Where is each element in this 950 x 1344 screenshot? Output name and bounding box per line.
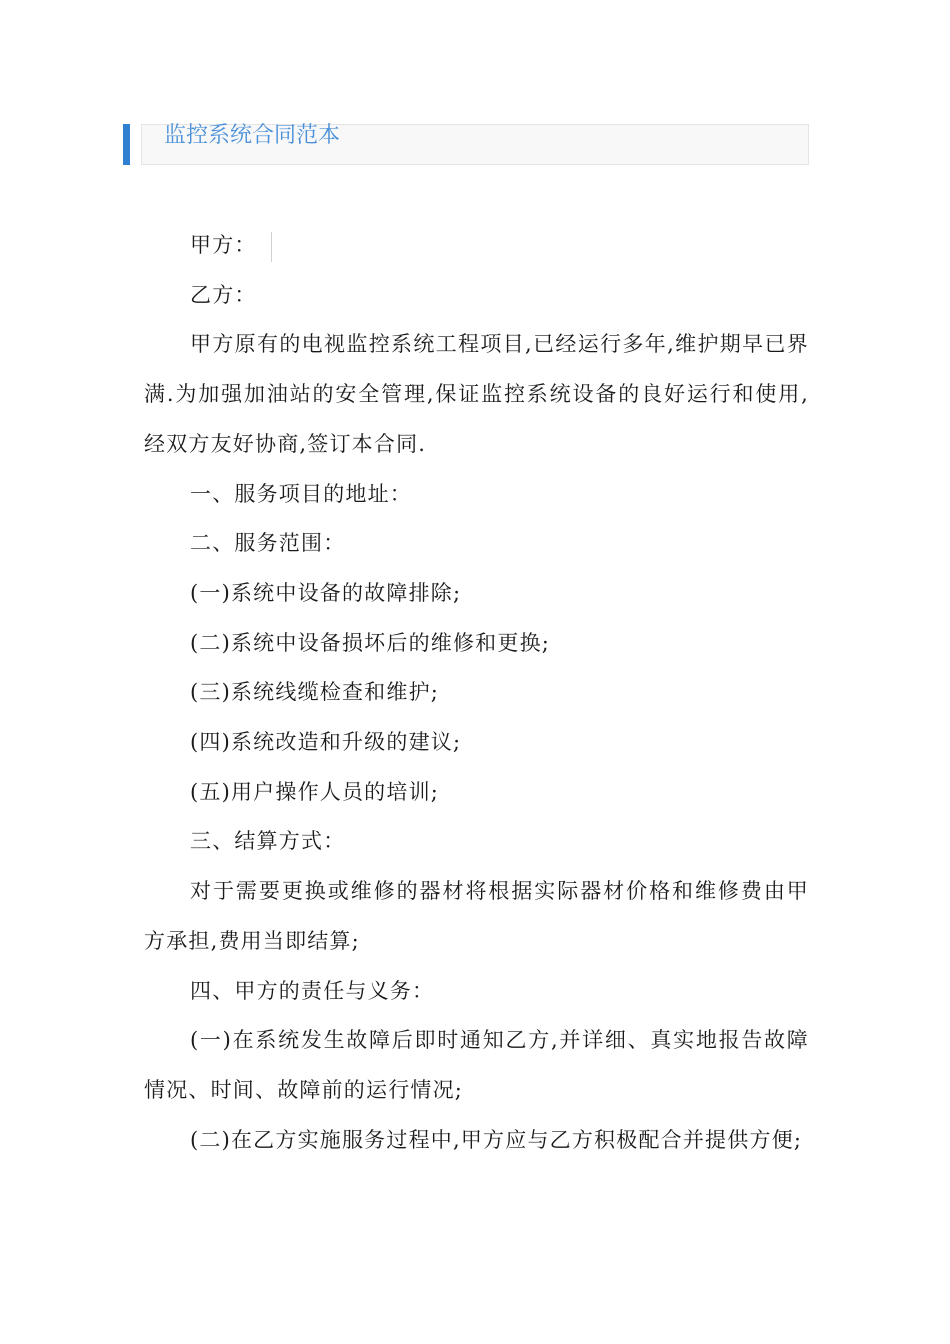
party-a-duty-1: (一)在系统发生故障后即时通知乙方,并详细、真实地报告故障情况、时间、故障前的运行情况; [144, 1028, 809, 1102]
service-item-5: (五)用户操作人员的培训; [190, 779, 440, 804]
settlement-paragraph: 对于需要更换或维修的器材将根据实际器材价格和维修费由甲方承担,费用当即结算; [144, 879, 809, 953]
preamble-paragraph: 甲方原有的电视监控系统工程项目,已经运行多年,维护期早已界满.为加强加油站的安全管理,保证监控系统设备的良好运行和使用,经双方友好协商,签订本合同. [144, 332, 809, 456]
text-cursor [271, 232, 272, 262]
title-box [141, 124, 809, 165]
title-accent-bar [123, 124, 130, 165]
document-title: 监控系统合同范本 [164, 123, 341, 148]
service-item-4: (四)系统改造和升级的建议; [190, 730, 462, 755]
document-title-block [123, 124, 809, 165]
contract-body [144, 221, 809, 1165]
party-b-line: 乙方： [190, 282, 257, 307]
section-3-heading: 三、结算方式： [190, 829, 346, 854]
section-2-heading: 二、服务范围： [190, 531, 346, 556]
party-a-duty-2: (二)在乙方实施服务过程中,甲方应与乙方积极配合并提供方便; [190, 1127, 803, 1152]
service-item-3: (三)系统线缆检查和维护; [190, 680, 440, 705]
section-4-heading: 四、甲方的责任与义务： [190, 978, 435, 1003]
party-a-label: 甲方： [190, 233, 257, 257]
section-1-heading: 一、服务项目的地址： [190, 481, 412, 506]
service-item-1: (一)系统中设备的故障排除; [190, 580, 462, 605]
service-item-2: (二)系统中设备损坏后的维修和更换; [190, 630, 551, 655]
party-a-line [144, 221, 809, 271]
